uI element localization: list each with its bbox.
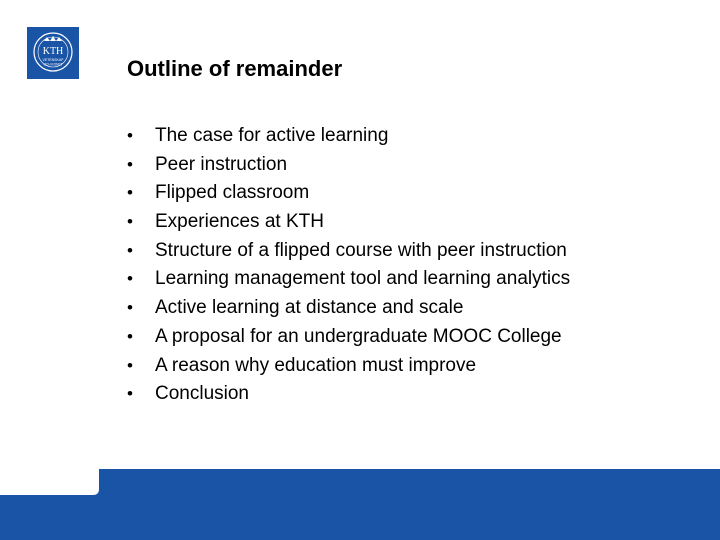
bullet-icon: • (127, 154, 133, 174)
bullet-text: Learning management tool and learning analytics (155, 268, 571, 290)
list-item (127, 179, 570, 208)
list-item (127, 323, 570, 352)
logo-subtext: VETENSKAP (42, 58, 64, 62)
list-item (127, 352, 570, 381)
bullet-text: The case for active learning (155, 125, 389, 146)
bullet-icon: • (127, 240, 133, 260)
bullet-icon: • (127, 183, 133, 203)
bullet-icon: • (127, 298, 133, 318)
list-item (127, 208, 570, 237)
footer-band (0, 469, 720, 540)
list-item (127, 294, 570, 323)
list-item (127, 237, 570, 266)
bullet-text: Structure of a flipped course with peer instruction (155, 239, 567, 261)
kth-seal-icon (27, 27, 79, 79)
bullet-text: Flipped classroom (155, 182, 310, 204)
kth-logo (27, 27, 79, 79)
logo-text: KTH (42, 46, 64, 57)
bullet-icon: • (127, 384, 133, 404)
bullet-text: Peer instruction (155, 153, 288, 175)
bullet-list (127, 122, 570, 409)
bullet-text: Conclusion (155, 383, 249, 405)
bullet-icon: • (127, 269, 133, 289)
bullet-icon: • (127, 326, 133, 346)
bullet-icon: • (127, 355, 133, 375)
list-item (127, 265, 570, 294)
logo-subtext-2: OCH KONST (43, 62, 63, 67)
slide-title: Outline of remainder (127, 56, 343, 81)
list-item (127, 380, 570, 409)
list-item (127, 122, 570, 151)
bullet-text: Experiences at KTH (155, 211, 324, 233)
bullet-icon: • (127, 126, 133, 145)
bullet-text: A reason why education must improve (155, 354, 477, 376)
list-item (127, 151, 570, 180)
bullet-text: Active learning at distance and scale (155, 297, 464, 319)
bullet-icon: • (127, 212, 133, 232)
bullet-text: A proposal for an undergraduate MOOC College (155, 325, 562, 347)
